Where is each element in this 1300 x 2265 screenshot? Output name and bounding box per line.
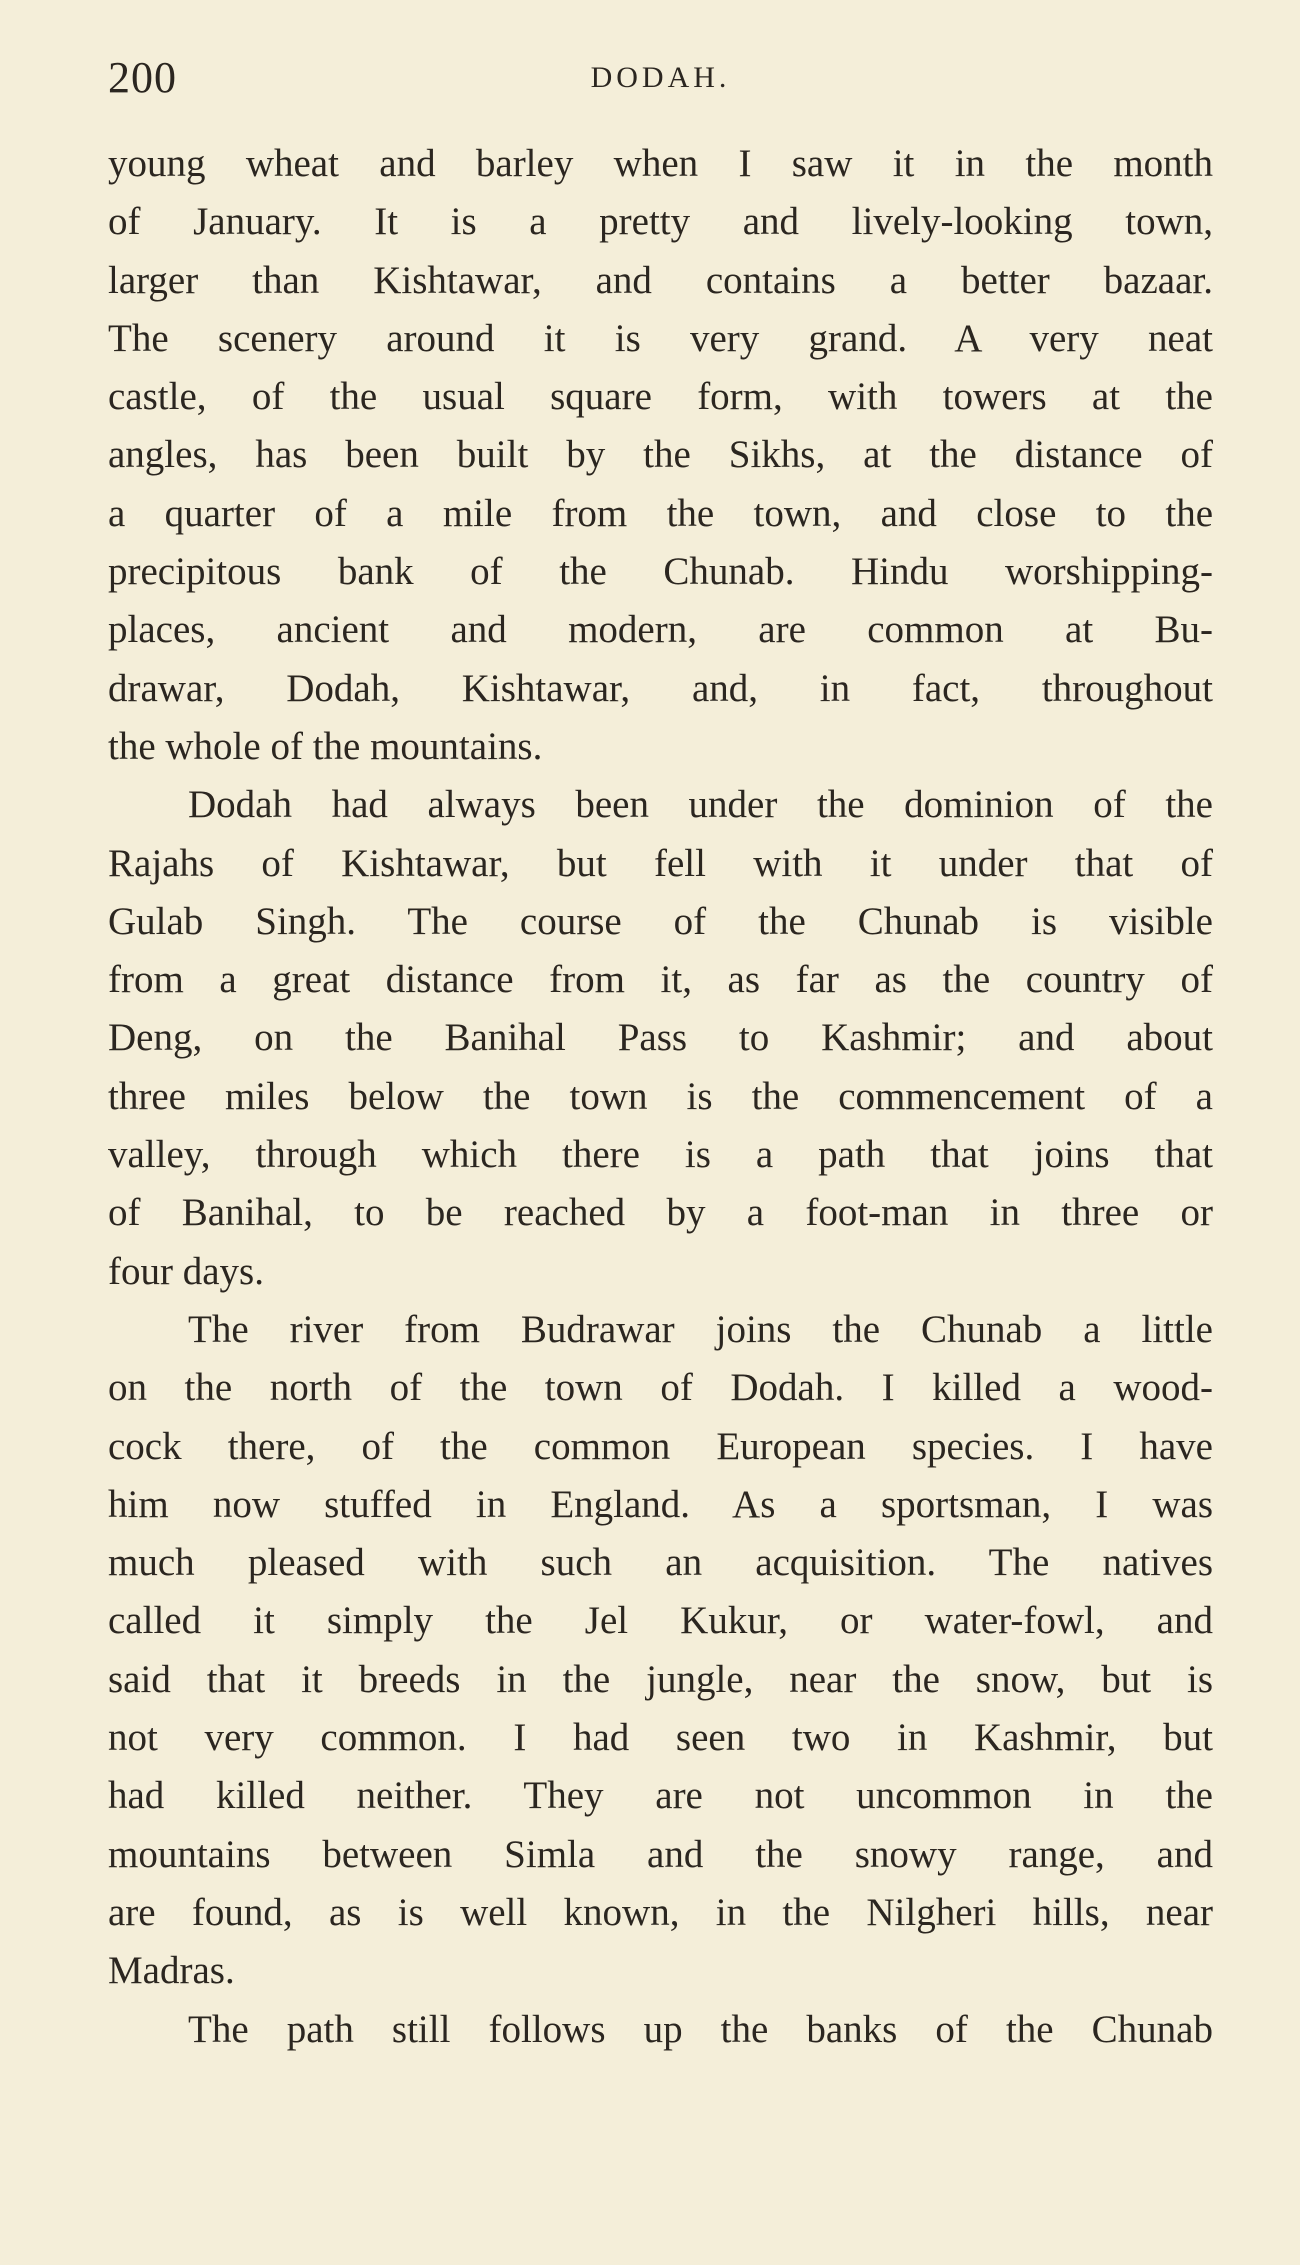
text-line: said that it breeds in the jungle, near the snow, but is — [108, 1657, 1213, 1701]
text-line: drawar, Dodah, Kishtawar, and, in fact, throughout — [108, 666, 1213, 710]
running-head — [108, 48, 1213, 108]
text-line: mountains between Simla and the snowy range, and — [108, 1832, 1213, 1876]
text-line: valley, through which there is a path that joins that — [108, 1133, 1213, 1177]
text-line: on the north of the town of Dodah. I killed a wood- — [108, 1366, 1213, 1410]
running-title: DODAH. — [590, 61, 731, 94]
text-line: three miles below the town is the commencement of a — [108, 1074, 1213, 1118]
text-line: larger than Kishtawar, and contains a better bazaar. — [108, 258, 1213, 302]
text-line: The river from Budrawar joins the Chunab a little — [188, 1307, 1213, 1351]
text-line: cock there, of the common European species. I have — [108, 1424, 1213, 1468]
text-line: precipitous bank of the Chunab. Hindu worshipping- — [108, 550, 1213, 594]
text-line: castle, of the usual square form, with towers at the — [108, 375, 1213, 419]
text-line: Dodah had always been under the dominion of the — [188, 783, 1213, 827]
text-line: young wheat and barley when I saw it in the month — [108, 142, 1213, 185]
text-line: him now stuffed in England. As a sportsman, I was — [108, 1482, 1213, 1526]
text-line: the whole of the mountains. — [108, 724, 543, 768]
text-line: from a great distance from it, as far as the country of — [108, 958, 1213, 1002]
text-line: places, ancient and modern, are common at Bu- — [108, 608, 1213, 652]
text-line: a quarter of a mile from the town, and close to the — [108, 491, 1213, 535]
text-line: Gulab Singh. The course of the Chunab is visible — [108, 899, 1213, 943]
text-line: much pleased with such an acquisition. The natives — [108, 1541, 1213, 1585]
text-line: The path still follows up the banks of the Chunab — [188, 2007, 1213, 2051]
text-line: of Banihal, to be reached by a foot-man in three or — [108, 1191, 1213, 1235]
text-line: Rajahs of Kishtawar, but fell with it under that of — [108, 841, 1213, 885]
text-line: The scenery around it is very grand. A very neat — [108, 316, 1213, 360]
body-text — [108, 135, 1213, 2059]
text-line: four days. — [108, 1249, 264, 1293]
text-line: Madras. — [108, 1949, 235, 1993]
text-line: not very common. I had seen two in Kashmir, but — [108, 1716, 1213, 1760]
text-line: are found, as is well known, in the Nilgheri hills, near — [108, 1890, 1213, 1934]
text-line: had killed neither. They are not uncommon in the — [108, 1774, 1213, 1818]
text-line: Deng, on the Banihal Pass to Kashmir; and about — [108, 1016, 1213, 1060]
text-line: of January. It is a pretty and lively-looking town, — [108, 200, 1213, 244]
text-line: called it simply the Jel Kukur, or water-fowl, and — [108, 1599, 1213, 1643]
text-line: angles, has been built by the Sikhs, at the distance of — [108, 433, 1213, 477]
page-number: 200 — [108, 53, 177, 102]
